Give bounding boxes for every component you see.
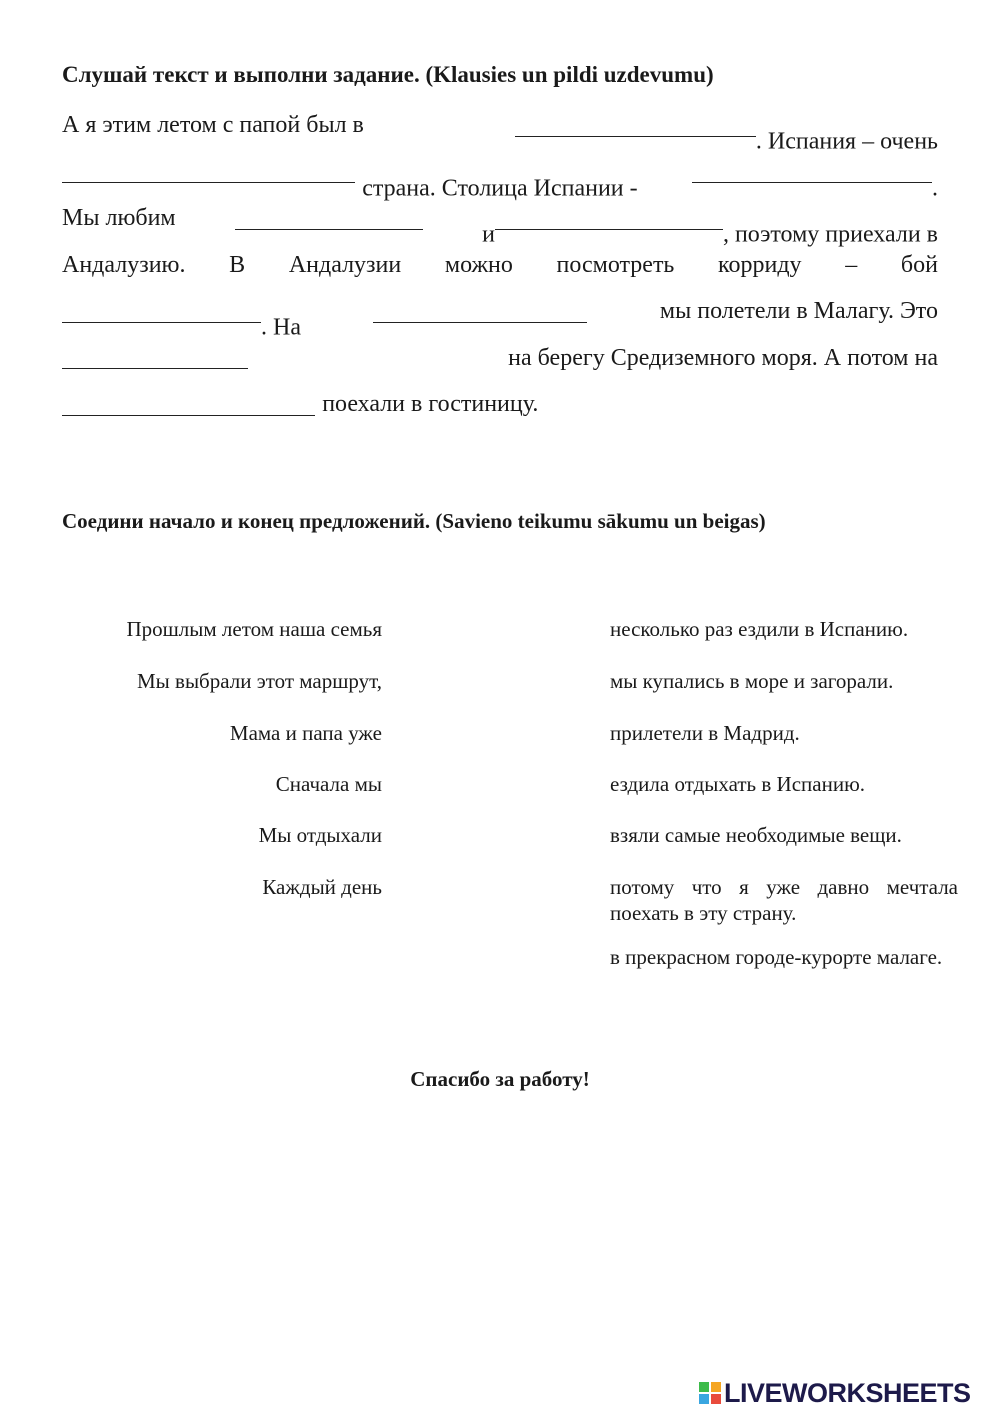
- paragraph-line: [62, 381, 938, 428]
- sentence-start[interactable]: Сначала мы: [275, 772, 382, 796]
- sentence-end[interactable]: несколько раз ездили в Испанию.: [610, 617, 909, 641]
- blank-field-3[interactable]: [692, 149, 932, 196]
- word: –: [845, 251, 858, 278]
- text-fragment: мы полетели в Малагу. Это: [659, 298, 938, 324]
- text-fragment: поехали в гостиницу.: [322, 391, 539, 417]
- liveworksheets-logo-icon: [699, 1382, 721, 1404]
- sentence-start[interactable]: Мы выбрали этот маршрут,: [137, 669, 382, 693]
- sentence-start[interactable]: Мама и папа уже: [229, 721, 382, 745]
- text-fragment: Мы любим: [62, 205, 176, 231]
- sentence-start[interactable]: Каждый день: [262, 875, 382, 899]
- sentence-end[interactable]: мы купались в море и загорали.: [610, 669, 894, 693]
- word: Андалузию.: [62, 251, 186, 278]
- word: бой: [900, 251, 938, 278]
- text-fragment: . Испания – очень: [515, 102, 938, 149]
- task1-title: Слушай текст и выполни задание. (Klausies un pildi uzdevumu): [62, 62, 714, 87]
- text-fragment: на берегу Средиземного моря. А потом на: [508, 344, 938, 371]
- blank-field-8[interactable]: [62, 335, 248, 382]
- blank-field-9[interactable]: [62, 381, 315, 428]
- paragraph-line: [62, 335, 938, 382]
- sentence-end[interactable]: потому что я уже давно мечтала поехать в эту страну.: [610, 875, 958, 925]
- blank-field-1[interactable]: [515, 102, 756, 149]
- text-fragment: .: [692, 149, 938, 196]
- paragraph-line: [62, 149, 938, 201]
- blank-field-7[interactable]: [373, 288, 587, 335]
- paragraph-line: [62, 102, 938, 155]
- word: посмотреть: [556, 251, 675, 278]
- sentence-start[interactable]: Мы отдыхали: [258, 823, 382, 847]
- blank-field-4[interactable]: [235, 195, 423, 242]
- paragraph-line: [62, 242, 938, 289]
- liveworksheets-logo: [699, 1377, 971, 1408]
- text-fragment: и , поэтому приехали в: [482, 195, 938, 242]
- thanks-message: Спасибо за работу!: [410, 1067, 590, 1091]
- sentence-start[interactable]: Прошлым летом наша семья: [126, 617, 382, 641]
- word: можно: [444, 251, 513, 278]
- sentence-end[interactable]: в прекрасном городе-курорте малаге.: [610, 945, 943, 969]
- blank-field-2[interactable]: [62, 149, 355, 196]
- word: Андалузии: [288, 251, 402, 278]
- blank-field-6[interactable]: [62, 288, 261, 335]
- paragraph-line: [62, 288, 938, 341]
- sentence-end[interactable]: прилетели в Мадрид.: [610, 721, 800, 745]
- text-fragment: А я этим летом с папой был в: [62, 112, 364, 138]
- text-fragment: страна. Столица Испании -: [62, 149, 638, 196]
- text-fragment: . На: [62, 288, 301, 335]
- word: В: [229, 251, 246, 278]
- blank-field-5[interactable]: [495, 195, 723, 242]
- task2-title: Соедини начало и конец предложений. (Savieno teikumu sākumu un beigas): [62, 509, 766, 533]
- word: корриду: [718, 251, 802, 278]
- fill-in-paragraph: [62, 102, 938, 428]
- paragraph-line: [62, 195, 938, 248]
- sentence-end[interactable]: взяли самые необходимые вещи.: [610, 823, 902, 847]
- sentence-end[interactable]: ездила отдыхать в Испанию.: [610, 772, 866, 796]
- brand-name: LIVEWORKSHEETS: [724, 1377, 971, 1408]
